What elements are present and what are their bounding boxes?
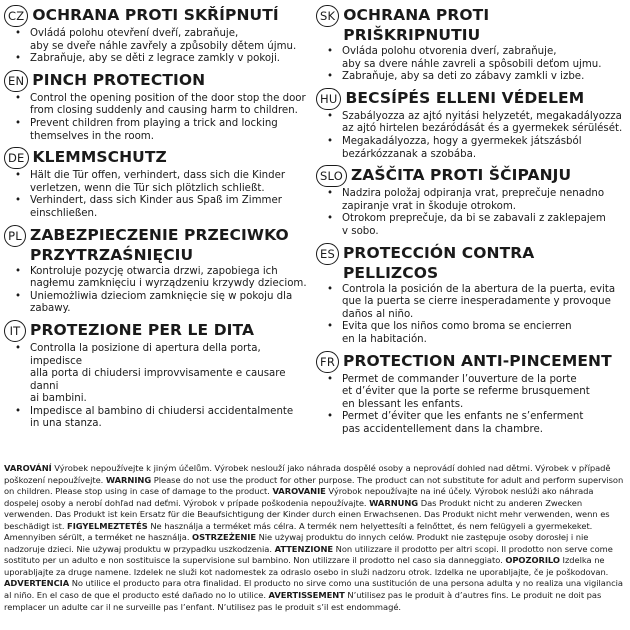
language-code-badge: SK [316, 5, 339, 27]
warning-label: ADVERTENCIA [4, 578, 70, 589]
bullet-item: • Kontroluje pozycję otwarcia drzwi, zapobiega ich nagłemu zamknięciu i wyrządzeniu krzywdy dzieciom. [4, 266, 312, 291]
bullet-item: • Control the opening position of the door stop the door from closing suddenly and causing harm to children. [4, 93, 312, 118]
bullet-item: • Impedisce al bambino di chiudersi accidentalmente in una stanza. [4, 406, 312, 431]
warning-text: Nie używaj produktu do innych celów. Produkt nie zastępuje osoby dorosłej i nie nadzoruje dzieci. Nie używaj produktu w przypadku uszkodzenia. [4, 532, 589, 554]
bullet-item: • Hält die Tür offen, verhindert, dass sich die Kinder verletzen, wenn die Tür sich plötzlich schließt. [4, 170, 312, 195]
bullet-item: • Megakadályozza, hogy a gyermekek játszásból bezárkózzanak a szobába. [316, 136, 628, 161]
bullet-item: • Verhindert, dass sich Kinder aus Spaß im Zimmer einschließen. [4, 195, 312, 220]
bullet-item: • Zabraňuje, aby se děti z legrace zamkly v pokoji. [4, 53, 312, 66]
bullet-list [4, 266, 312, 316]
bullet-item: • Ovláda polohu otvorenia dverí, zabraňuje, aby sa dvere náhle zavreli a spôsobili deťom ujmu. [316, 46, 628, 71]
section-heading [4, 146, 312, 169]
warning-label: FIGYELMEZTETÉS [67, 520, 148, 531]
section-title: PINCH PROTECTION [32, 70, 206, 89]
warning-label: OSTRZEŻENIE [192, 532, 256, 543]
bullet-item: • Permet d’éviter que les enfants ne s’enferment pas accidentellement dans la chambre. [316, 411, 628, 436]
warning-label: ATTENZIONE [274, 543, 334, 554]
section-title: ZABEZPIECZENIE PRZECIWKO PRZYTRZAŚNIĘCIU [30, 225, 289, 264]
bullet-item: • Controlla la posizione di apertura della porta, impedisce alla porta di chiudersi improvvisamente e causare danni ai bambini. [4, 343, 312, 406]
section-en [4, 69, 312, 143]
section-de [4, 146, 312, 220]
right-column [316, 4, 628, 439]
warning-label: WARNING [105, 474, 152, 485]
language-code-badge: SLO [316, 165, 347, 187]
bullet-list [316, 188, 628, 238]
language-code-badge: CZ [4, 5, 28, 27]
left-column [4, 4, 312, 434]
bullet-list [316, 111, 628, 161]
warning-text: Výrobek nepoužívejte k jiným účelům. Výrobek neslouží jako náhrada dospělé osoby a neprovádí dohled nad dětmi. Výrobek v případě poškození nepoužívejte. [4, 463, 611, 485]
section-sk [316, 4, 628, 84]
section-title: PROTECCIÓN CONTRA PELLIZCOS [342, 243, 535, 282]
section-heading [316, 164, 628, 187]
language-code-badge: IT [4, 320, 26, 342]
section-heading [316, 4, 628, 45]
warning-label: VAROVÁNÍ [4, 463, 52, 473]
bullet-item: • Prevent children from playing a trick and locking themselves in the room. [4, 118, 312, 143]
bullet-list [316, 374, 628, 437]
language-code-badge: HU [316, 88, 341, 110]
section-it [4, 319, 312, 431]
section-heading [316, 87, 628, 110]
bullet-list [316, 284, 628, 347]
language-code-badge: ES [316, 243, 339, 265]
language-code-badge: DE [4, 147, 29, 169]
language-code-badge: EN [4, 70, 28, 92]
section-heading [4, 4, 312, 27]
section-heading [316, 350, 628, 373]
section-title: OCHRANA PROTI PRIŠKRIPNUTIU [343, 6, 490, 44]
section-title: ZAŠČITA PROTI ŠČIPANJU [350, 166, 572, 185]
warning-text: Please do not use the product for other purpose. The product can not substitute for adult and perform supervison on children. Please stop using in case of damage to the product. [4, 474, 624, 497]
warning-label: OPOZORILO [505, 555, 560, 566]
bullet-list [4, 93, 312, 143]
bullet-item: • Uniemożliwia dzieciom zamknięcie się w pokoju dla zabawy. [4, 291, 312, 316]
section-es [316, 242, 628, 347]
language-code-badge: PL [4, 225, 26, 247]
warning-text: No utilice el producto para otra finalidad. El producto no sirve como una sustitución de una persona adulta y no realiza una vigilancia al niño. En el caso de que el producto esté dañado no lo utilice. [4, 578, 623, 601]
language-code-badge: FR [316, 351, 339, 373]
section-slo [316, 164, 628, 238]
bullet-item: • Ovládá polohu otevření dveří, zabraňuje, aby se dveře náhle zavřely a způsobily dětem újmu. [4, 28, 312, 53]
section-heading [4, 69, 312, 92]
bullet-item: • Evita que los niños como broma se encierren en la habitación. [316, 321, 628, 346]
warning-text: N’utilisez pas le produit à d’autres fins. Le produit ne doit pas remplacer un adulte car il ne surveille pas l’enfant. N’utilisez pas le produit s’il est endommagé. [4, 590, 602, 612]
section-title: PROTECTION ANTI-PINCEMENT [343, 351, 612, 370]
warning-label: VAROVANIE [272, 486, 326, 497]
bullet-item: • Zabraňuje, aby sa deti zo zábavy zamkli v izbe. [316, 71, 628, 84]
bullet-item: • Controla la posición de la abertura de la puerta, evita que la puerta se cierre inesperadamente y provoque daños al niño. [316, 284, 628, 322]
section-title: BECSÍPÉS ELLENI VÉDELEM [345, 88, 585, 107]
bullet-list [316, 46, 628, 84]
bullet-item: • Otrokom preprečuje, da bi se zabavali z zaklepajem v sobo. [316, 213, 628, 238]
bullet-list [4, 28, 312, 66]
warning-text: Non utilizzare il prodotto per altri scopi. Il prodotto non serve come sostituto per un adulto e non sostituisce la supervisione sul bambino. Non utilizzare il prodotto nel caso sia danneggiato. [4, 543, 613, 566]
warning-text: Výrobok nepoužívajte na iné účely. Výrobok neslúži ako náhrada dospelej osoby a nerobí dohľad nad deťmi. Výrobok v prípade poškodenia nepoužívajte. [4, 486, 594, 508]
section-heading [316, 242, 628, 283]
bullet-list [4, 343, 312, 431]
section-fr [316, 350, 628, 437]
warning-block [4, 463, 626, 613]
section-heading [4, 224, 312, 265]
section-pl [4, 224, 312, 316]
bullet-list [4, 170, 312, 220]
section-hu [316, 87, 628, 161]
section-heading [4, 319, 312, 342]
warning-text: Ne használja a terméket más célra. A termék nem helyettesíti a felnőttet, és nem felügyeli a gyermekeket. Amennyiben sérült, a terméket ne használja. [4, 520, 593, 543]
bullet-item: • Permet de commander l’ouverture de la porte et d’éviter que la porte se referme brusquement en blessant les enfants. [316, 374, 628, 412]
section-title: PROTEZIONE PER LE DITA [30, 320, 255, 339]
warning-text: Das Produkt nicht zu anderen Zwecken verwenden. Das Produkt ist kein Ersatz für die Beaufsichtigung der Kinder durch einen Erwachsenen. Das Produkt nicht mehr verwenden, wenn es beschädigt ist. [4, 497, 610, 531]
section-cz [4, 4, 312, 66]
warning-label: WARNUNG [369, 497, 419, 508]
warning-text: Izdelka ne uporabljajte za druge namene. Izdelek ne služi kot nadomestek za odraslo osebo in služi nadzoru otrok. Izdelka ne uporabljajte, če je poškodovan. [4, 555, 609, 577]
bullet-item: • Nadzira položaj odpiranja vrat, preprečuje nenadno zapiranje vrat in škoduje otrokom. [316, 188, 628, 213]
section-title: KLEMMSCHUTZ [32, 148, 167, 167]
warning-label: AVERTISSEMENT [268, 590, 345, 601]
section-title: OCHRANA PROTI SKŘÍPNUTÍ [32, 6, 279, 24]
bullet-item: • Szabályozza az ajtó nyitási helyzetét, megakadályozza az ajtó hirtelen bezáródását és a gyermekek sérülését. [316, 111, 628, 136]
